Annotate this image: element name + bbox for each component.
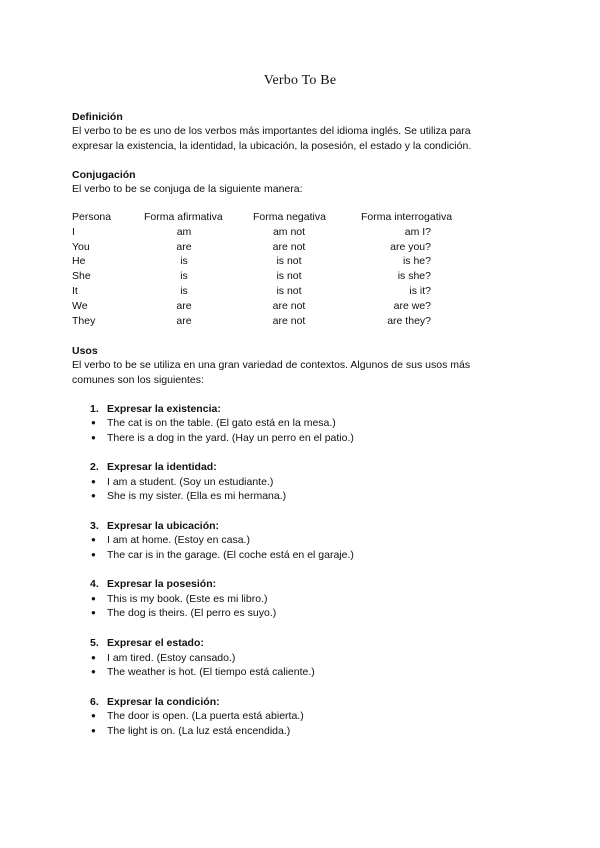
usos-line-2: comunes son los siguientes: [72, 374, 204, 386]
conjugacion-intro: El verbo to be se conjuga de la siguiente manera: [72, 183, 303, 195]
bullet-icon: ● [91, 433, 96, 442]
example-text: There is a dog in the yard. (Hay un perro en el patio.) [107, 432, 354, 444]
item-number: 4. [90, 578, 99, 590]
cell-afirmativa: are [176, 315, 192, 327]
item-title: Expresar la identidad: [107, 461, 217, 473]
cell-negativa: is not [276, 255, 302, 267]
table-header-afirmativa: Forma afirmativa [144, 211, 223, 223]
cell-interrogativa: am I? [404, 226, 431, 238]
cell-persona: It [72, 285, 78, 297]
item-title: Expresar la existencia: [107, 403, 221, 415]
example-text: I am tired. (Estoy cansado.) [107, 652, 236, 664]
bullet-icon: ● [91, 726, 96, 735]
cell-afirmativa: are [176, 300, 192, 312]
table-header-negativa: Forma negativa [253, 211, 326, 223]
cell-interrogativa: is she? [397, 270, 431, 282]
bullet-icon: ● [91, 491, 96, 500]
cell-negativa: are not [272, 315, 306, 327]
example-text: The light is on. (La luz está encendida.) [107, 725, 291, 737]
definicion-line-2: expresar la existencia, la identidad, la ubicación, la posesión, el estado y la condición. [72, 140, 472, 152]
bullet-icon: ● [91, 418, 96, 427]
item-title: Expresar la posesión: [107, 578, 217, 590]
cell-interrogativa: are they? [387, 315, 431, 327]
cell-interrogativa: are we? [393, 300, 431, 312]
usos-line-1: El verbo to be se utiliza en una gran variedad de contextos. Algunos de sus usos más [72, 359, 471, 371]
cell-persona: He [72, 255, 86, 267]
example-text: The car is in the garage. (El coche está en el garaje.) [107, 549, 354, 561]
cell-interrogativa: are you? [390, 241, 431, 253]
bullet-icon: ● [91, 594, 96, 603]
item-number: 5. [90, 637, 99, 649]
table-header-persona: Persona [72, 211, 112, 223]
example-text: This is my book. (Este es mi libro.) [107, 593, 268, 605]
cell-persona: You [72, 241, 90, 253]
item-title: Expresar la condición: [107, 696, 220, 708]
cell-afirmativa: am [176, 226, 192, 238]
cell-interrogativa: is he? [402, 255, 431, 267]
cell-persona: We [72, 300, 88, 312]
bullet-icon: ● [91, 477, 96, 486]
item-number: 6. [90, 696, 99, 708]
example-text: The dog is theirs. (El perro es suyo.) [107, 607, 277, 619]
example-text: The cat is on the table. (El gato está en la mesa.) [107, 417, 336, 429]
cell-afirmativa: are [176, 241, 192, 253]
cell-negativa: is not [276, 285, 302, 297]
example-text: I am a student. (Soy un estudiante.) [107, 476, 274, 488]
conjugacion-heading: Conjugación [72, 169, 136, 181]
document-title: Verbo To Be [263, 73, 337, 88]
item-title: Expresar la ubicación: [107, 520, 220, 532]
bullet-icon: ● [91, 550, 96, 559]
item-number: 3. [90, 520, 99, 532]
cell-afirmativa: is [180, 285, 188, 297]
example-text: The door is open. (La puerta está abierta.) [107, 710, 304, 722]
bullet-icon: ● [91, 535, 96, 544]
cell-negativa: am not [272, 226, 306, 238]
bullet-icon: ● [91, 608, 96, 617]
cell-afirmativa: is [180, 255, 188, 267]
cell-persona: She [72, 270, 91, 282]
table-header-interrogativa: Forma interrogativa [361, 211, 453, 223]
definicion-line-1: El verbo to be es uno de los verbos más importantes del idioma inglés. Se utiliza para [72, 125, 471, 137]
item-number: 2. [90, 461, 99, 473]
example-text: I am at home. (Estoy en casa.) [107, 534, 250, 546]
cell-negativa: are not [272, 300, 306, 312]
bullet-icon: ● [91, 711, 96, 720]
usos-heading: Usos [72, 345, 98, 357]
cell-afirmativa: is [180, 270, 188, 282]
cell-negativa: are not [272, 241, 306, 253]
definicion-heading: Definición [72, 111, 123, 123]
cell-interrogativa: is it? [409, 285, 431, 297]
example-text: The weather is hot. (El tiempo está caliente.) [107, 666, 315, 678]
item-number: 1. [90, 403, 99, 415]
cell-negativa: is not [276, 270, 302, 282]
cell-persona: They [72, 315, 96, 327]
cell-persona: I [72, 226, 75, 238]
bullet-icon: ● [91, 653, 96, 662]
item-title: Expresar el estado: [107, 637, 204, 649]
example-text: She is my sister. (Ella es mi hermana.) [107, 490, 287, 502]
bullet-icon: ● [91, 667, 96, 676]
